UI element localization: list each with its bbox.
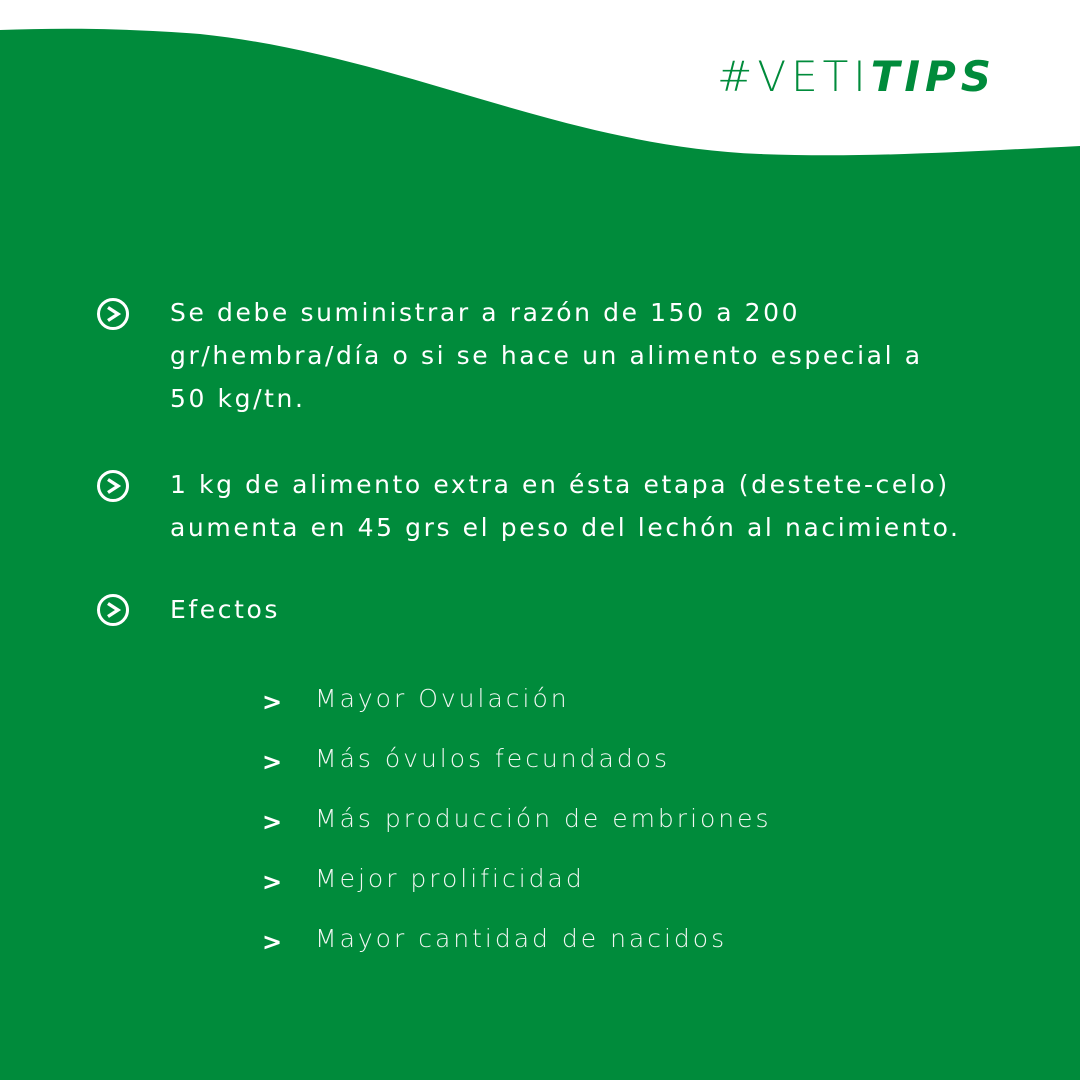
effect-marker: > [262, 808, 283, 836]
effect-item: Más óvulos fecundados [315, 744, 671, 773]
effect-item: Más producción de embriones [315, 804, 772, 833]
effect-marker: > [262, 688, 283, 716]
effect-item: Mayor cantidad de nacidos [315, 924, 728, 953]
effect-item: Mejor prolificidad [315, 864, 585, 893]
brand-prefix: #VETI [717, 52, 871, 101]
effect-marker: > [262, 928, 283, 956]
circled-chevron-right-icon [96, 297, 130, 331]
effect-marker: > [262, 748, 283, 776]
circled-chevron-right-icon [96, 593, 130, 627]
effect-item: Mayor Ovulación [315, 684, 570, 713]
circled-chevron-right-icon [96, 469, 130, 503]
point-text-efectos: Efectos [170, 595, 281, 624]
brand-suffix: TIPS [870, 52, 996, 101]
brand-hashtag [717, 52, 996, 101]
point-text: Se debe suministrar a razón de 150 a 200 gr/hembra/día o si se hace un alimento especial a 50 kg/tn. [170, 298, 923, 413]
effect-marker: > [262, 868, 283, 896]
point-text: 1 kg de alimento extra en ésta etapa (destete-celo) aumenta en 45 grs el peso del lechón al nacimiento. [170, 470, 961, 542]
